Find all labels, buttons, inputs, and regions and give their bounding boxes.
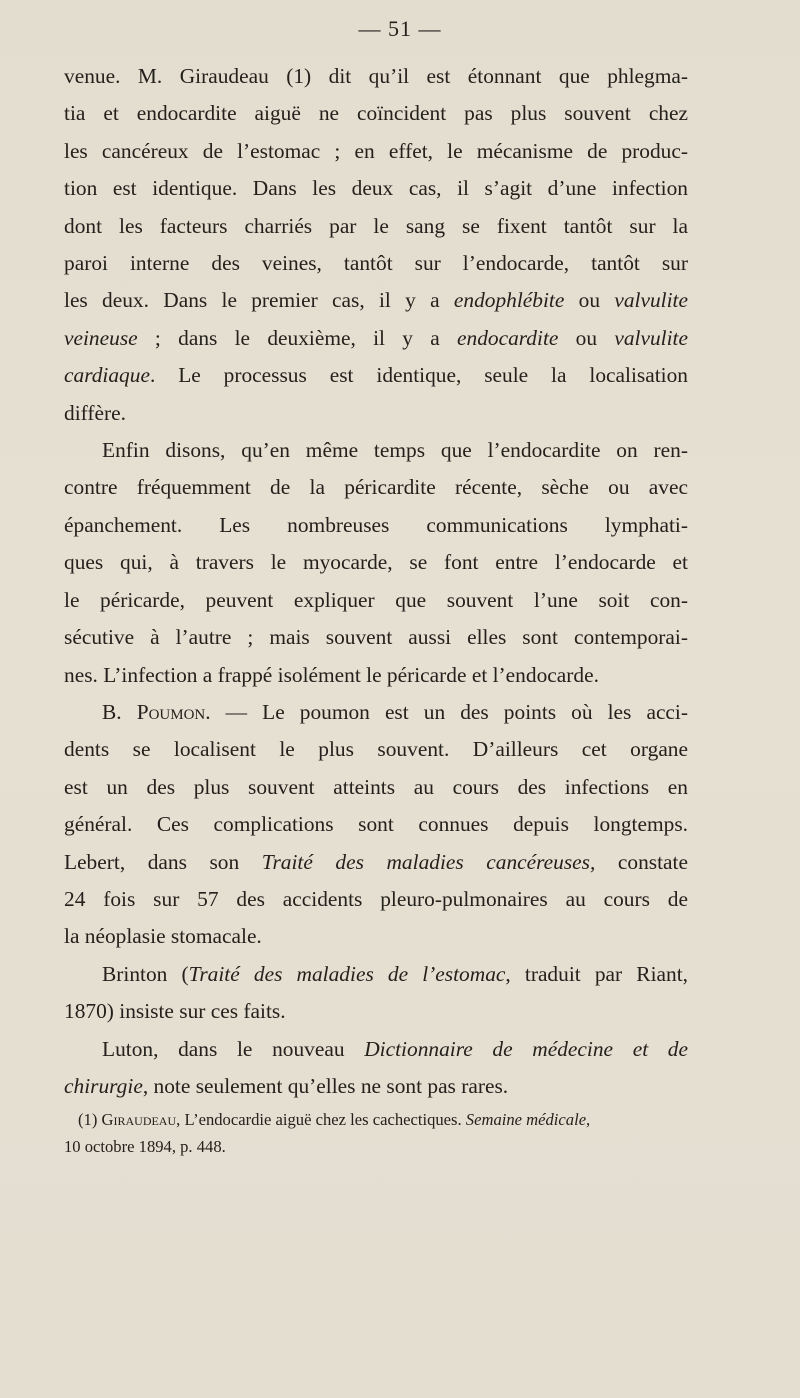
text-line: contre fréquemment de la péricardite récente, sèche ou avec <box>64 475 688 500</box>
text-line: dont les facteurs charriés par le sang se fixent tantôt sur la <box>64 213 688 238</box>
text-run: . Le processus est identique, seule la localisation <box>149 363 688 388</box>
footnote-line: 10 octobre 1894, p. 448. <box>64 1137 226 1156</box>
text-line: tia et endocardite aiguë ne coïncident pas plus souvent chez <box>64 101 688 126</box>
text-line: venue. M. Giraudeau (1) dit qu’il est étonnant que phlegma- <box>64 64 688 88</box>
italic-term: veineuse <box>64 325 138 350</box>
text-line: ques qui, à travers le myocarde, se font entre l’endocarde et <box>64 550 688 575</box>
footnote-line <box>64 1106 688 1133</box>
text-line <box>64 844 688 881</box>
text-run: B. <box>102 699 137 724</box>
text-run: , note seulement qu’elles ne sont pas rares. <box>142 1073 509 1098</box>
text-line: est un des plus souvent atteints au cours des infections en <box>64 774 688 799</box>
italic-title: Dictionnaire de médecine et de <box>364 1036 688 1061</box>
text-line: le péricarde, peuvent expliquer que souvent l’une soit con- <box>64 587 688 612</box>
italic-term: valvulite <box>614 325 688 350</box>
italic-term: valvulite <box>614 288 688 313</box>
text-run: ; dans le deuxième, il y a <box>137 325 457 350</box>
text-run: constate <box>595 849 688 874</box>
text-line: dents se localisent le plus souvent. D’ailleurs cet organe <box>64 737 688 762</box>
text-run: , L’endocardie aiguë chez les cachectiques. <box>176 1110 466 1129</box>
text-line <box>64 1068 688 1105</box>
text-line: 1870) insiste sur ces faits. <box>64 999 286 1024</box>
text-run: Brinton ( <box>102 961 189 986</box>
text-line: la néoplasie stomacale. <box>64 924 262 949</box>
footnote-marker: (1) <box>78 1110 102 1129</box>
text-line: diffère. <box>64 400 126 425</box>
text-line: épanchement. Les nombreuses communications lymphati- <box>64 512 688 537</box>
page-number: — 51 — <box>358 16 442 41</box>
italic-title: chirurgie <box>64 1073 143 1098</box>
body-text <box>64 58 688 1105</box>
text-line: paroi interne des veines, tantôt sur l’endocarde, tantôt sur <box>64 251 688 276</box>
italic-term: endocardite <box>457 325 559 350</box>
text-line <box>64 1031 688 1068</box>
text-line: tion est identique. Dans les deux cas, il s’agit d’une infection <box>64 176 688 201</box>
text-run: Luton, dans le nouveau <box>102 1036 365 1061</box>
text-line: les cancéreux de l’estomac ; en effet, le mécanisme de produc- <box>64 138 688 163</box>
text-run: ou <box>558 325 615 350</box>
italic-term: cardiaque <box>64 363 150 388</box>
text-line: 24 fois sur 57 des accidents pleuro-pulmonaires au cours de <box>64 886 688 911</box>
italic-term: endophlébite <box>453 288 565 313</box>
italic-title: Semaine médicale, <box>465 1110 591 1129</box>
text-line <box>64 320 688 357</box>
text-run: les deux. Dans le premier cas, il y a <box>64 288 454 313</box>
text-line: général. Ces complications sont connues depuis longtemps. <box>64 812 688 837</box>
italic-title: Traité des maladies cancéreuses, <box>261 849 596 874</box>
text-line: Enfin disons, qu’en même temps que l’endocardite on ren- <box>102 438 688 463</box>
text-run: ou <box>564 288 615 313</box>
text-run: . — Le poumon est un des points où les acci- <box>205 699 688 724</box>
text-line <box>64 694 688 731</box>
italic-title: Traité des maladies de l’estomac <box>188 961 506 986</box>
text-line: nes. L’infection a frappé isolément le péricarde et l’endocarde. <box>64 662 599 687</box>
text-line <box>64 956 688 993</box>
text-line <box>64 357 688 394</box>
text-run: , traduit par Riant, <box>505 961 688 986</box>
text-line: sécutive à l’autre ; mais souvent aussi elles sont contemporai- <box>64 625 688 650</box>
footnote <box>64 1106 688 1160</box>
section-heading: Poumon <box>136 699 206 724</box>
text-run: Lebert, dans son <box>64 849 262 874</box>
text-line <box>64 282 688 319</box>
footnote-author: Giraudeau <box>101 1110 177 1129</box>
